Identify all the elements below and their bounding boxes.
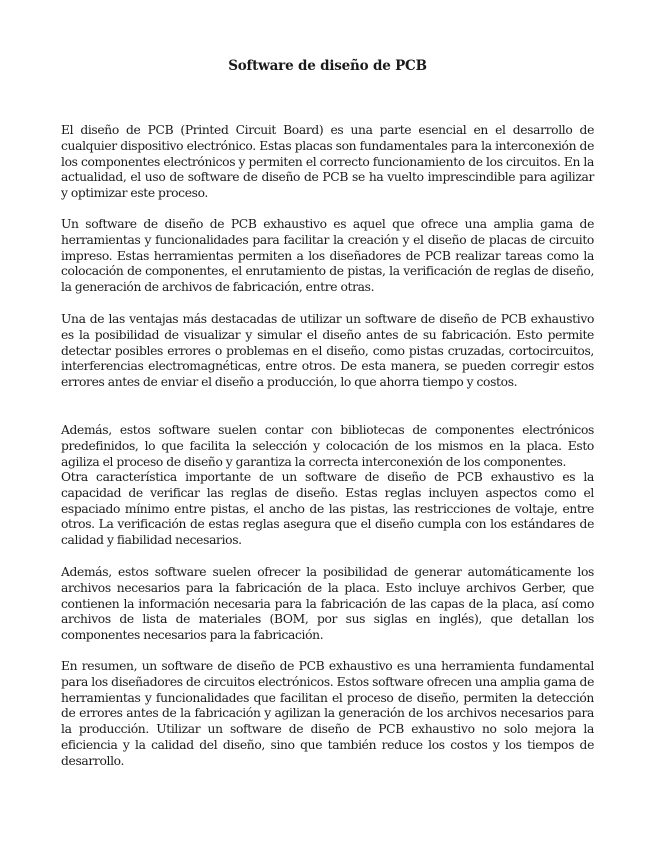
paragraph-advantages: Una de las ventajas más destacadas de utilizar un software de diseño de PCB exhaustivo es la posibilidad de visualizar y simular el diseño antes de su fabricación. Esto permite detectar posibles errores o problemas en el diseño, como pistas cruzadas, cortocircuitos, interferencias electromagnéticas, entre otros. De esta manera, se pueden corregir estos errores antes de enviar el diseño a producción, lo que ahorra tiempo y costos. [61, 312, 594, 390]
paragraph-design-rules: Otra característica importante de un software de diseño de PCB exhaustivo es la capacidad de verificar las reglas de diseño. Estas reglas incluyen aspectos como el espaciado mínimo entre pistas, el ancho de las pistas, las restricciones de voltaje, entre otros. La verificación de estas reglas asegura que el diseño cumpla con los estándares de calidad y fiabilidad necesarios. [61, 470, 594, 548]
paragraph-libraries: Además, estos software suelen contar con bibliotecas de componentes electrónicos predefinidos, lo que facilita la selección y colocación de los mismos en la placa. Esto agiliza el proceso de diseño y garantiza la correcta interconexión de los componentes. [61, 423, 594, 469]
document-title: Software de diseño de PCB [228, 58, 427, 74]
paragraph-fabrication-files: Además, estos software suelen ofrecer la posibilidad de generar automáticamente los archivos necesarios para la fabricación de la placa. Esto incluye archivos Gerber, que contienen la información necesaria para la fabricación de las capas de la placa, así como archivos de lista de materiales (BOM, por sus siglas en inglés), que detallan los componentes necesarios para la fabricación. [61, 565, 594, 643]
paragraph-summary: En resumen, un software de diseño de PCB exhaustivo es una herramienta fundamental para los diseñadores de circuitos electrónicos. Estos software ofrecen una amplia gama de herramientas y funcionalidades que facilitan el proceso de diseño, permiten la detección de errores antes de la fabricación y agilizan la generación de los archivos necesarios para la producción. Utilizar un software de diseño de PCB exhaustivo no solo mejora la eficiencia y la calidad del diseño, sino que también reduce los costos y los tiempos de desarrollo. [61, 659, 594, 768]
paragraph-definition: Un software de diseño de PCB exhaustivo es aquel que ofrece una amplia gama de herramientas y funcionalidades para facilitar la creación y el diseño de placas de circuito impreso. Estas herramientas permiten a los diseñadores de PCB realizar tareas como la colocación de componentes, el enrutamiento de pistas, la verificación de reglas de diseño, la generación de archivos de fabricación, entre otras. [61, 217, 594, 295]
paragraph-intro: El diseño de PCB (Printed Circuit Board) es una parte esencial en el desarrollo de cualquier dispositivo electrónico. Estas placas son fundamentales para la interconexión de los componentes electrónicos y permiten el correcto funcionamiento de los circuitos. En la actualidad, el uso de software de diseño de PCB se ha vuelto imprescindible para agilizar y optimizar este proceso. [61, 123, 594, 201]
